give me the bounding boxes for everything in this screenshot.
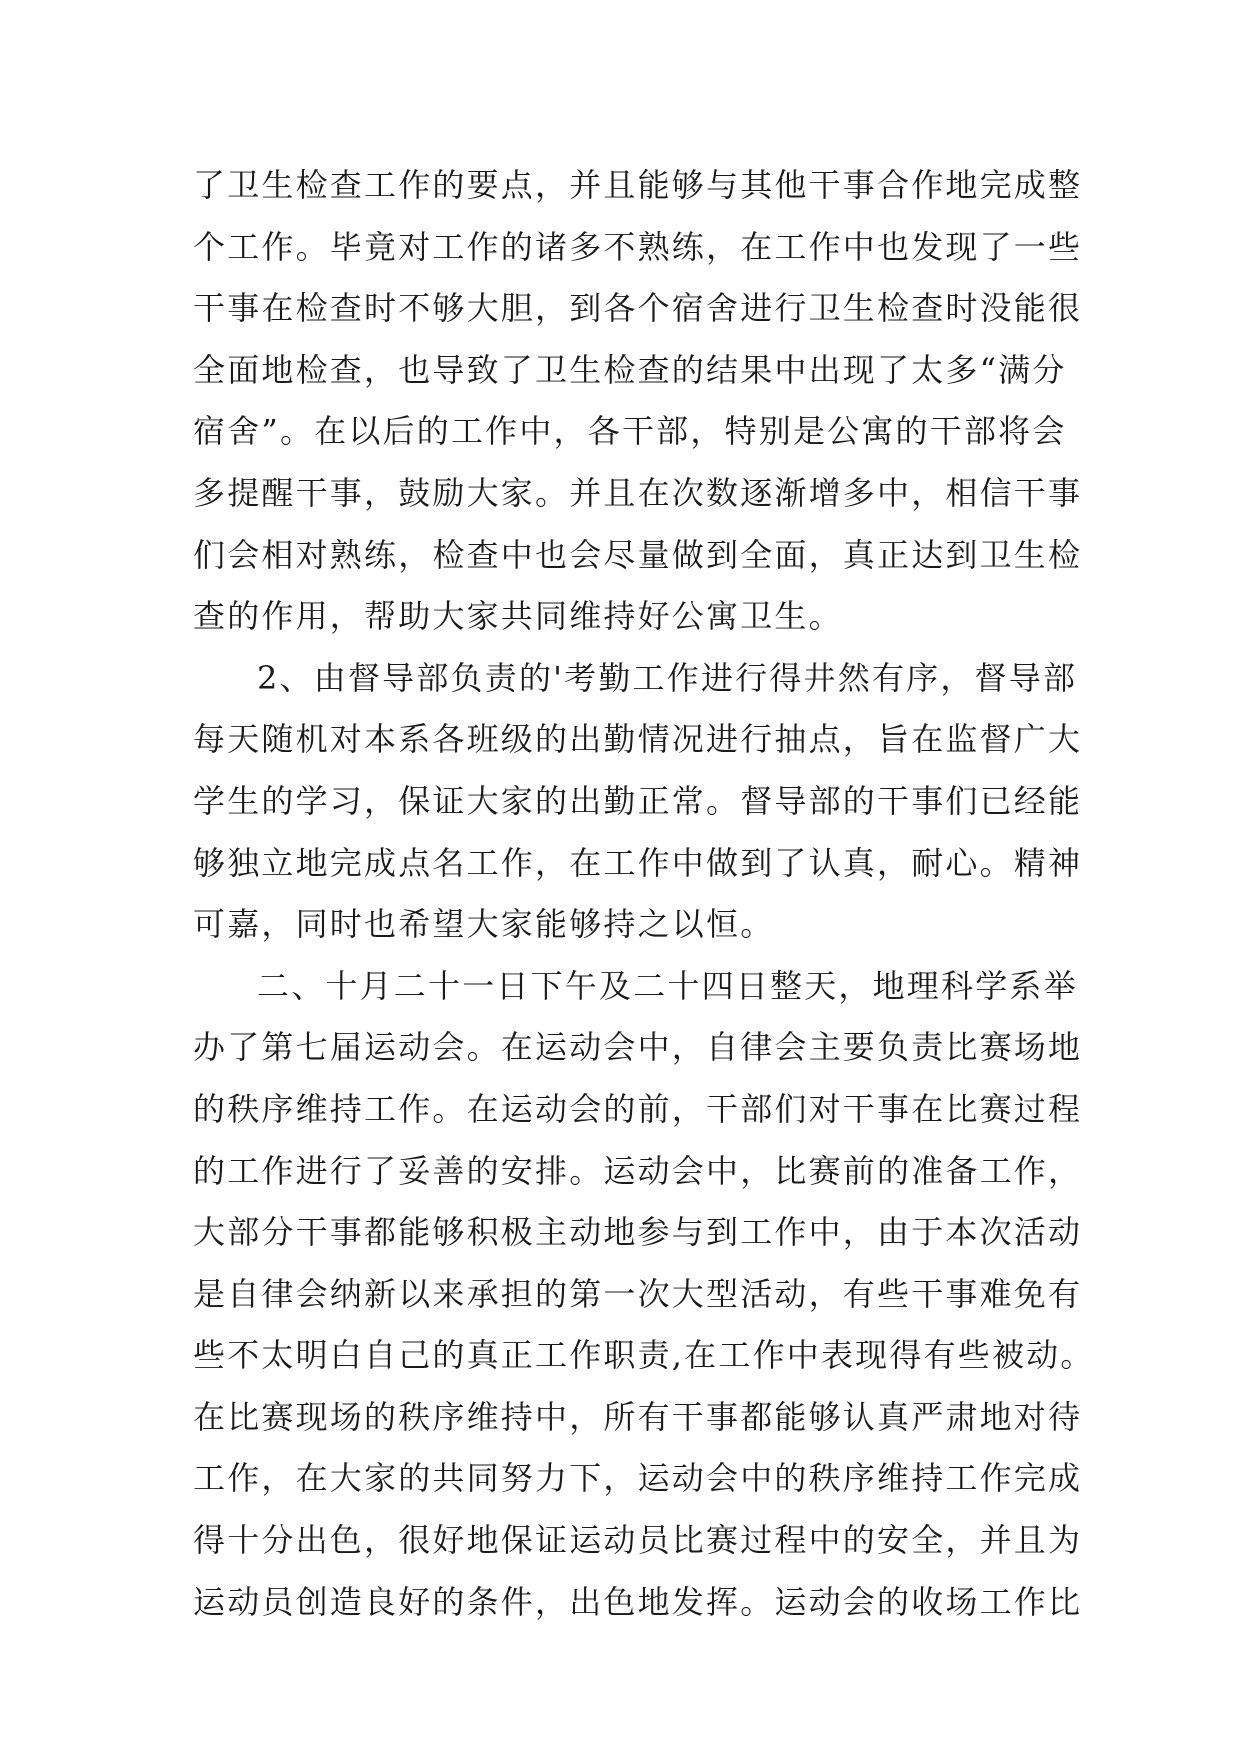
paragraph-line: 二、十月二十一日下午及二十四日整天，地理科学系举	[257, 966, 1078, 1005]
paragraph-line: 可嘉，同时也希望大家能够持之以恒。	[193, 905, 775, 944]
paragraph-line: 全面地检查，也导致了卫生检查的结果中出现了太多“满分	[193, 350, 1067, 389]
paragraph-2	[193, 648, 1083, 956]
paragraph-line: 查的作用，帮助大家共同维持好公寓卫生。	[193, 597, 843, 636]
paragraph-3	[193, 956, 1095, 1634]
paragraph-line: 工作，在大家的共同努力下，运动会中的秩序维持工作完成	[193, 1459, 1083, 1498]
paragraph-line: 们会相对熟练，检查中也会尽量做到全面，真正达到卫生检	[193, 535, 1083, 574]
paragraph-line: 宿舍”。在以后的工作中，各干部，特别是公寓的干部将会	[193, 412, 1067, 451]
paragraph-line: 了卫生检查工作的要点，并且能够与其他干事合作地完成整	[193, 166, 1083, 204]
paragraph-line: 每天随机对本系各班级的出勤情况进行抽点，旨在监督广大	[193, 720, 1083, 759]
paragraph-line: 多提醒干事，鼓励大家。并且在次数逐渐增多中，相信干事	[193, 473, 1083, 512]
paragraph-line: 是自律会纳新以来承担的第一次大型活动，有些干事难免有	[193, 1274, 1083, 1313]
paragraph-line: 得十分出色，很好地保证运动员比赛过程中的安全，并且为	[193, 1521, 1083, 1560]
paragraph-line: 办了第七届运动会。在运动会中，自律会主要负责比赛场地	[193, 1028, 1083, 1067]
paragraph-line: 的工作进行了妥善的安排。运动会中，比赛前的准备工作，	[193, 1151, 1083, 1190]
paragraph-line: 够独立地完成点名工作，在工作中做到了认真，耐心。精神	[193, 843, 1083, 882]
paragraph-line: 个工作。毕竟对工作的诸多不熟练，在工作中也发现了一些	[193, 227, 1083, 266]
paragraph-line: 的秩序维持工作。在运动会的前，干部们对干事在比赛过程	[193, 1089, 1083, 1128]
paragraph-line: 些不太明白自己的真正工作职责,在工作中表现得有些被动。	[193, 1336, 1095, 1375]
paragraph-line: 运动员创造良好的条件，出色地发挥。运动会的收场工作比	[193, 1582, 1083, 1621]
paragraph-line: 大部分干事都能够积极主动地参与到工作中，由于本次活动	[193, 1213, 1083, 1252]
document-body	[193, 155, 1095, 1633]
paragraph-line: 学生的学习，保证大家的出勤正常。督导部的干事们已经能	[193, 781, 1083, 820]
paragraph-line: 2、由督导部负责的'考勤工作进行得井然有序，督导部	[257, 658, 1078, 697]
paragraph-1	[193, 155, 1083, 648]
paragraph-line: 在比赛现场的秩序维持中，所有干事都能够认真严肃地对待	[193, 1397, 1083, 1436]
paragraph-line: 干事在检查时不够大胆，到各个宿舍进行卫生检查时没能很	[193, 289, 1083, 328]
